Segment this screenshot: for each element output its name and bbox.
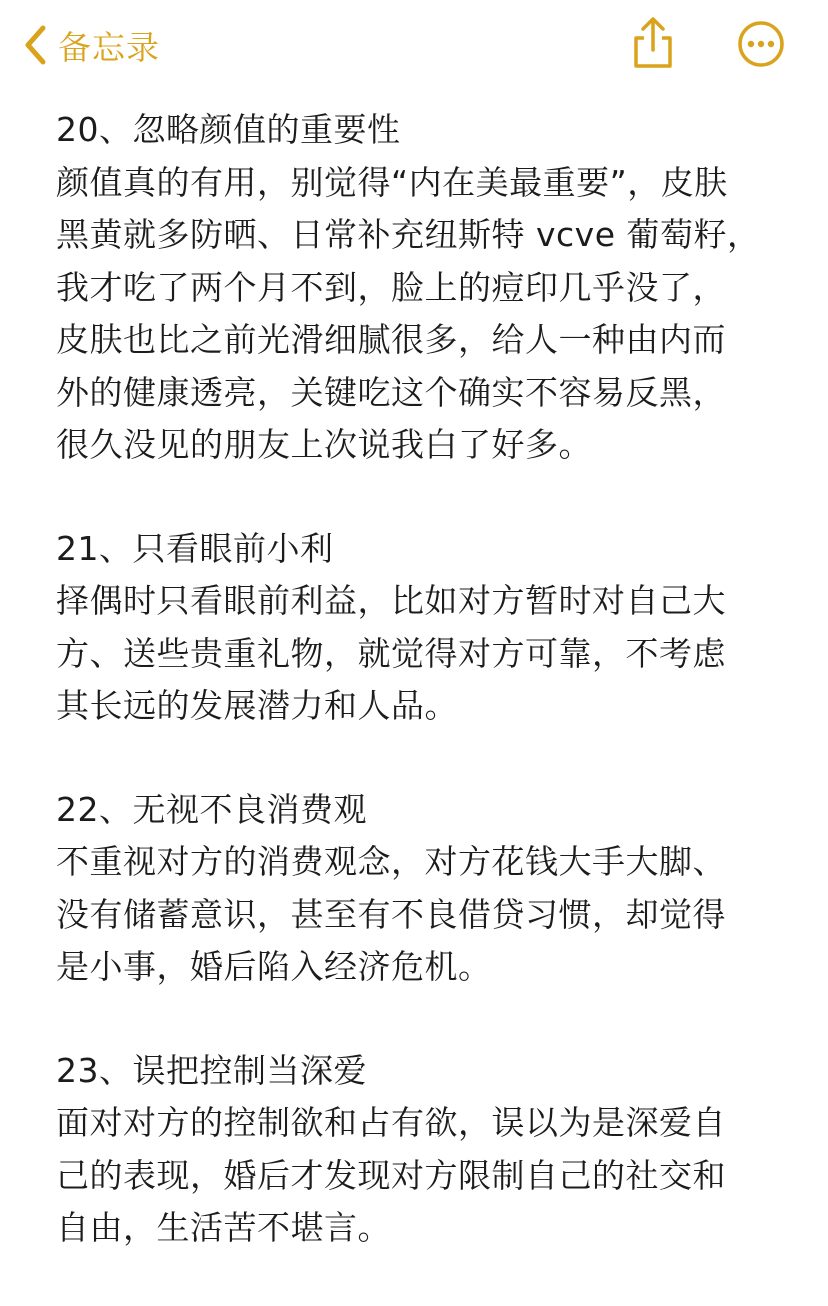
share-icon bbox=[628, 55, 678, 74]
note-body[interactable] bbox=[56, 104, 776, 1306]
more-button[interactable] bbox=[737, 20, 785, 68]
note-line: 面对对方的控制欲和占有欲，误以为是深爱自 bbox=[56, 1103, 726, 1142]
section-title: 21、只看眼前小利 bbox=[56, 528, 334, 568]
back-button[interactable] bbox=[22, 20, 160, 70]
note-line: 外的健康透亮，关键吃这个确实不容易反黑， bbox=[56, 372, 726, 412]
section-title: 23、误把控制当深爱 bbox=[56, 1050, 367, 1090]
navigation-bar bbox=[0, 0, 828, 90]
section-title: 22、无视不良消费观 bbox=[56, 789, 367, 829]
note-line: 皮肤也比之前光滑细腻很多，给人一种由内而 bbox=[56, 320, 726, 359]
note-section-21 bbox=[56, 523, 776, 733]
more-ellipsis-icon bbox=[737, 53, 785, 72]
note-line: 我才吃了两个月不到，脸上的痘印几乎没了， bbox=[56, 267, 726, 307]
note-line: 没有储蓄意识，甚至有不良借贷习惯，却觉得 bbox=[56, 894, 726, 934]
note-line: 很久没见的朋友上次说我白了好多。 bbox=[56, 425, 592, 464]
note-line: 自由，生活苦不堪言。 bbox=[56, 1208, 391, 1247]
note-section-20 bbox=[56, 104, 776, 472]
back-label: 备忘录 bbox=[58, 27, 160, 67]
note-line: 不重视对方的消费观念，对方花钱大手大脚、 bbox=[56, 842, 726, 881]
note-line: 颜值真的有用，别觉得“内在美最重要”，皮肤 bbox=[56, 162, 728, 202]
note-line: 黑黄就多防晒、日常补充纽斯特 vcve 葡萄籽， bbox=[56, 215, 761, 254]
note-line: 择偶时只看眼前利益，比如对方暂时对自己大 bbox=[56, 581, 726, 620]
note-line: 其长远的发展潜力和人品。 bbox=[56, 686, 458, 725]
share-button[interactable] bbox=[628, 16, 678, 70]
note-section-22 bbox=[56, 784, 776, 994]
note-line: 方、送些贵重礼物，就觉得对方可靠，不考虑 bbox=[56, 633, 726, 673]
chevron-left-icon bbox=[22, 24, 48, 66]
note-section-23 bbox=[56, 1045, 776, 1255]
note-line: 己的表现，婚后才发现对方限制自己的社交和 bbox=[56, 1155, 726, 1195]
note-line: 是小事，婚后陷入经济危机。 bbox=[56, 947, 492, 986]
section-title: 20、忽略颜值的重要性 bbox=[56, 110, 401, 149]
